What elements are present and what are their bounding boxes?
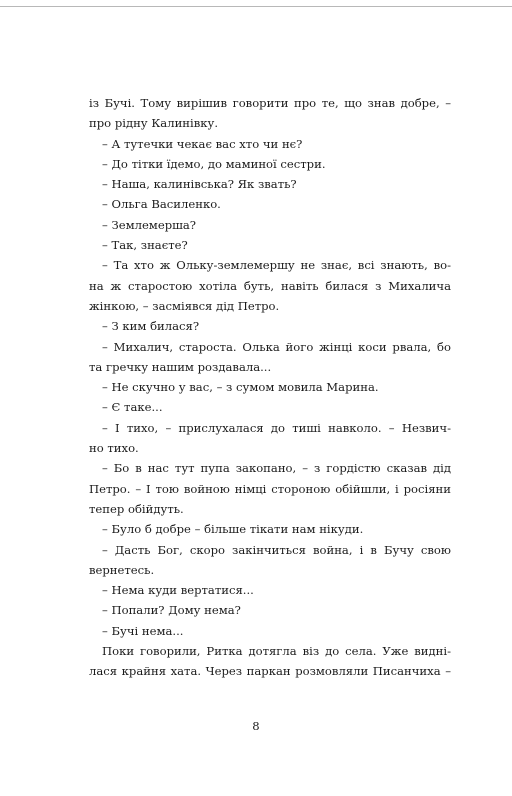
text-line: жінкою, – засміявся дід Петро. [89,298,280,313]
text-line: – Є таке... [102,400,163,415]
text-line: – І тихо, – прислухалася до тиші навколо. – Незвич- [102,420,451,435]
text-line: – До тітки їдемо, до маминої сестри. [102,156,326,171]
text-line: лася крайня хата. Через паркан розмовляли Писанчиха – [89,664,451,679]
top-divider [0,6,512,7]
text-line: – Нема куди вертатися... [102,583,254,598]
text-line: тепер обійдуть. [89,501,184,516]
text-line: – З ким билася? [102,319,200,334]
text-line: Поки говорили, Ритка дотягла віз до села. Уже видні- [102,644,451,659]
body-text [89,93,451,682]
text-line: – Було б добре – більше тікати нам нікуди. [102,522,364,537]
text-line: вернетесь. [89,562,155,577]
text-line: – Землемерша? [102,217,197,232]
text-line: – Попали? Дому нема? [102,603,241,618]
page-number: 8 [252,719,260,733]
text-line: – Бучі нема... [102,623,184,638]
text-line: – Та хто ж Ольку-землемершу не знає, всі знають, во- [102,258,451,273]
text-line: та гречку нашим роздавала... [89,359,272,374]
text-line: – Не скучно у вас, – з сумом мовила Марина. [102,380,379,395]
text-line: із Бучі. Тому вирішив говорити про те, що знав добре, – [89,96,451,110]
text-line: на ж старостою хотіла буть, навіть билася з Михалича [89,278,451,293]
text-line: но тихо. [89,441,139,456]
text-line: Петро. – І тою войною німці стороною обійшли, і росіяни [89,481,451,496]
text-line: – Так, знаєте? [102,238,188,253]
text-line: – Наша, калинівська? Як звать? [102,177,297,192]
text-line: – Бо в нас тут пупа закопано, – з гордістю сказав дід [102,461,451,476]
text-line: – Ольга Василенко. [102,197,221,212]
text-line: – Михалич, староста. Олька його жінці коси рвала, бо [102,339,451,354]
text-line: – А тутечки чекає вас хто чи нє? [102,136,303,151]
text-line: – Дасть Бог, скоро закінчиться война, і в Бучу свою [102,542,451,557]
text-line: про рідну Калинівку. [89,116,219,131]
